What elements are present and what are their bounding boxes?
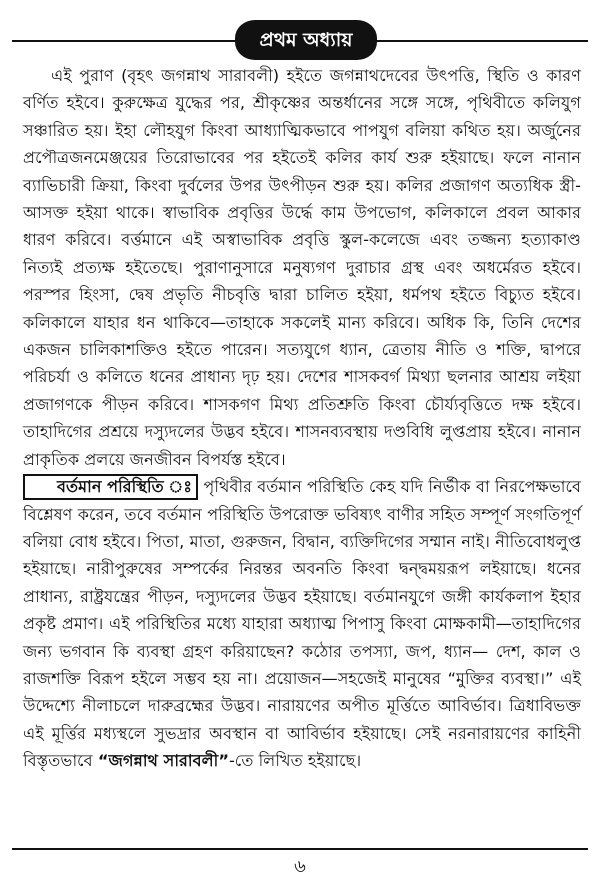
footer-rule: [12, 848, 588, 850]
page-number: ৬: [294, 856, 306, 877]
paragraph-current-situation: [23, 473, 581, 774]
paragraph-intro: এই পুরাণ (বৃহৎ জগন্নাথ সারাবলী) হইতে জগন্নাথদেবের উৎপত্তি, স্থিতি ও কারণ বর্ণিত হইবে। কুরুক্ষেত্র যুদ্ধের পর, শ্রীকৃষ্ণের অন্তর্ধানের সঙ্গে সঙ্গে, পৃথিবীতে কলিযুগ সঞ্চারিত হয়। ইহা লৌহযুগ কিংবা আধ্যাত্মিকভাবে পাপযুগ বলিয়া কথিত হয়। অর্জুনের প্রপৌত্রজনমেঞ্জয়ের তিরোভাবের পর হইতেই কলির কার্য শুরু হইয়াছে। ফলে নানান ব্যাভিচারী ক্রিয়া, কিংবা দুর্বলের উপর উৎপীড়ন শুরু হয়। কলির প্রজাগণ অত্যধিক স্ত্রী-আসক্ত হইয়া থাকে। স্বাভাবিক প্রবৃত্তির উর্দ্ধে কাম উপভোগ, কলিকালে প্রবল আকার ধারণ করিবে। বর্ত্তমানে এই অস্বাভাবিক প্রবৃত্তি স্কুল-কলেজে এবং তজ্জন্য হত্যাকাণ্ড নিত্যই প্রত্যক্ষ হইতেছে। পুরাণানুসারে মনুষ্যগণ দুরাচার গ্রস্থ এবং অধর্মেরত হইবে। পরস্পর হিংসা, দ্বেষ প্রভৃতি নীচবৃত্তি দ্বারা চালিত হইয়া, ধর্মপথ হইতে বিচ্যুত হইবে। কলিকালে যাহার ধন থাকিবে—তাহাকে সকলেই মান্য করিবে। অধিক কি, তিনি দেশের একজন চালিকাশক্তিও হইতে পারেন। সত্যযুগে ধ্যান, ত্রেতায় নীতি ও শক্তি, দ্বাপরে পরিচর্যা ও কলিতে ধনের প্রাধান্য দৃঢ় হয়। দেশের শাসকবর্গ মিথ্যা ছলনার আশ্রয় লইয়া প্রজাগণকে পীড়ন করিবে। শাসকগণ মিথ্য প্রতিশ্রুতি কিংবা চৌর্য্যবৃত্তিতে দক্ষ হইবে। তাহাদিগের প্রশ্রয়ে দস্যুদলের উদ্ভব হইবে। শাসনব্যবস্থায় দণ্ডবিধি লুপ্তপ্রায় হইবে। নানান প্রাকৃতিক প্রলয়ে জনজীবন বিপর্যস্ত হইবে।: [23, 66, 581, 469]
paragraph-text: পৃথিবীর বর্তমান পরিস্থিতি কেহ যদি নির্ভীক বা নিরপেক্ষভাবে বিশ্লেষণ করেন, তবে বর্তমান পরিস্থিতি উপরোক্ত ভবিষ্যৎ বাণীর সহিত সম্পূর্ণ সংগতিপূর্ণ বলিয়া বোধ হইবে। পিতা, মাতা, গুরুজন, বিদ্বান, ব্যক্তিদিগের সম্মান নাই। নীতিবোধলুপ্ত হইয়াছে। নারীপুরুষের সম্পর্কের নিরন্তর অবনতি কিংবা দ্বন্দ্বময়রূপ লইয়াছে। ধনের প্রাধান্য, রাষ্ট্রযন্ত্রের পীড়ন, দস্যুদলের উদ্ভব হইয়াছে। বর্তমানযুগে জঙ্গী কার্যকলাপ ইহার প্রকৃষ্ট প্রমাণ। এই পরিস্থিতির মধ্যে যাহারা অধ্যাত্ম পিপাসু কিংবা মোক্ষকামী—তাহাদিগের জন্য ভগবান কি ব্যবস্থা গ্রহণ করিয়াছেন? কঠোর তপস্যা, জপ, ধ্যান— দেশ, কাল ও রাজশক্তি বিরূপ হইলে সম্ভব হয় না। প্রয়োজন—সহজেই মানুষের “মুক্তির ব্যবস্থা।” এই উদ্দেশ্যে নীলাচলে দারুব্রহ্মের উদ্ভব। নারায়ণের অপীত মূর্ত্তিতে আবির্ভাব। ত্রিধাবিভক্ত এই মূর্ত্তির মধ্যস্থলে সুভদ্রার অবস্থান বা আবির্ভাব হইয়াছে। সেই নরনারায়ণের কাহিনী বিস্তৃতভাবে: [23, 477, 581, 771]
body-text: [23, 62, 581, 775]
paragraph-text-end: -তে লিখিত হইয়াছে।: [228, 751, 362, 771]
book-title-reference: “জগন্নাথ সারাবলী”: [97, 751, 229, 771]
section-heading-current-situation: বর্তমান পরিস্থিতি ঃ: [23, 474, 198, 500]
chapter-title: প্রথম অধ্যায়: [235, 20, 377, 60]
